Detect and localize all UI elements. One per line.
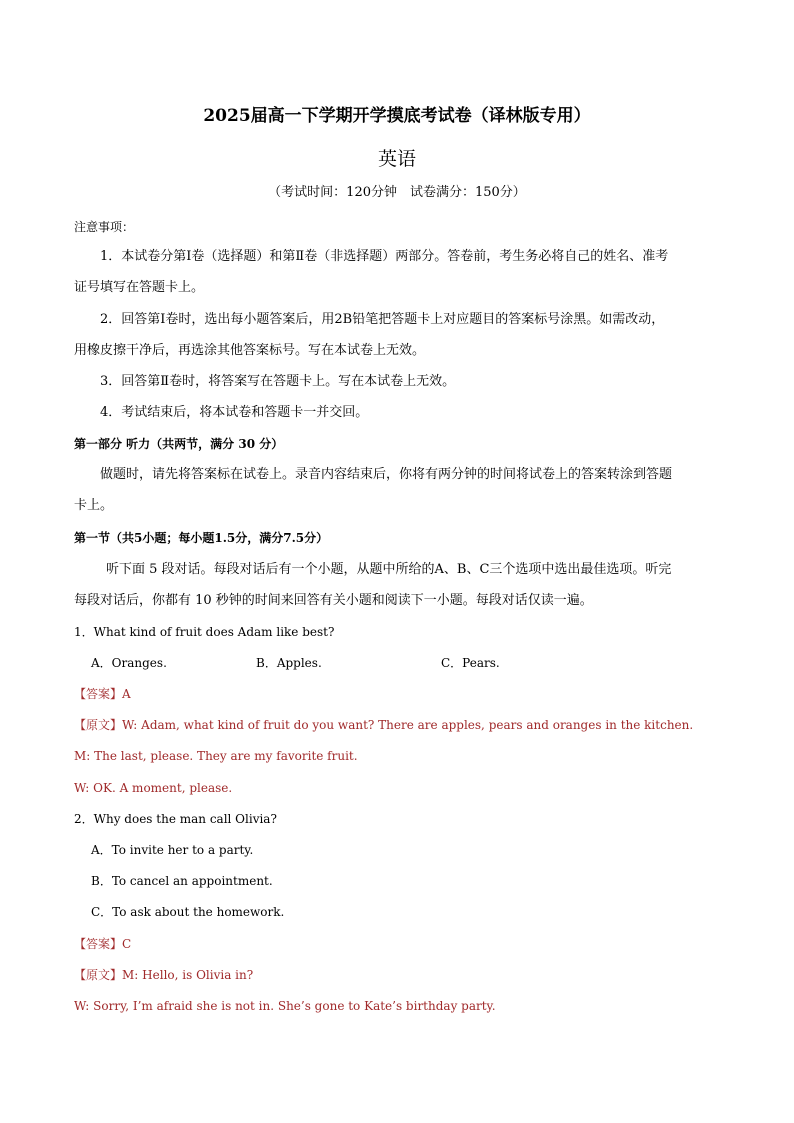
transcript-label: 【原文】 <box>74 718 123 732</box>
q1-option-b: B．Apples. <box>256 656 322 670</box>
q2-option-c: C．To ask about the homework. <box>91 905 285 919</box>
exam-title: 2025届高一下学期开学摸底考试卷（译林版专用） <box>203 106 591 126</box>
section1-intro-line-1: 听下面 5 段对话。每段对话后有一个小题，从题中所给的A、B、C三个选项中选出最佳选项。听完 <box>106 562 672 577</box>
question-2: 2．Why does the man call Olivia? <box>74 812 277 826</box>
q1-answer <box>74 685 131 703</box>
q2-answer <box>74 935 131 953</box>
q2-transcript-1 <box>74 966 253 984</box>
section1-heading: 第一节（共5小题；每小题1.5分，满分7.5分） <box>74 531 329 545</box>
note-1-line-1: 1．本试卷分第Ⅰ卷（选择题）和第Ⅱ卷（非选择题）两部分。答卷前，考生务必将自己的姓名、准考 <box>100 249 669 264</box>
part1-intro-line-1: 做题时，请先将答案标在试卷上。录音内容结束后，你将有两分钟的时间将试卷上的答案转涂到答题 <box>100 467 673 482</box>
part1-intro-line-2: 卡上。 <box>74 498 114 513</box>
note-4: 4．考试结束后，将本试卷和答题卡一并交回。 <box>100 405 369 420</box>
answer-label: 【答案】 <box>74 937 123 951</box>
q2-option-b: B．To cancel an appointment. <box>91 874 273 888</box>
transcript-text: W: Adam, what kind of fruit do you want? There are apples, pears and oranges in the kitchen. <box>122 718 694 732</box>
notes-heading: 注意事项： <box>74 220 135 234</box>
section1-intro-line-2: 每段对话后，你都有 10 秒钟的时间来回答有关小题和阅读下一小题。每段对话仅读一遍。 <box>74 593 593 608</box>
answer-value: C <box>122 937 132 951</box>
transcript-text: M: Hello, is Olivia in? <box>122 968 254 982</box>
note-1-line-2: 证号填写在答题卡上。 <box>74 280 205 295</box>
note-3: 3．回答第Ⅱ卷时，将答案写在答题卡上。写在本试卷上无效。 <box>100 374 456 389</box>
q2-option-a: A．To invite her to a party. <box>91 843 254 857</box>
question-1: 1．What kind of fruit does Adam like best? <box>74 625 335 639</box>
q1-transcript-2: M: The last, please. They are my favorite fruit. <box>74 749 358 763</box>
q2-transcript-2: W: Sorry, I’m afraid she is not in. She’s gone to Kate’s birthday party. <box>74 999 496 1013</box>
answer-label: 【答案】 <box>74 687 123 701</box>
exam-subject: 英语 <box>377 148 416 170</box>
note-2-line-2: 用橡皮擦干净后，再选涂其他答案标号。写在本试卷上无效。 <box>74 343 426 358</box>
q1-transcript-1 <box>74 716 693 734</box>
q1-transcript-3: W: OK. A moment, please. <box>74 781 233 795</box>
part1-heading: 第一部分 听力（共两节，满分 30 分） <box>74 437 284 451</box>
note-2-line-1: 2．回答第Ⅰ卷时，选出每小题答案后，用2B铅笔把答题卡上对应题目的答案标号涂黑。如需改动， <box>100 312 665 327</box>
q1-option-c: C．Pears. <box>441 656 500 670</box>
transcript-label: 【原文】 <box>74 968 123 982</box>
answer-value: A <box>122 687 131 701</box>
exam-info: （考试时间：120分钟 试卷满分：150分） <box>268 185 526 200</box>
q1-option-a: A．Oranges. <box>91 656 167 670</box>
